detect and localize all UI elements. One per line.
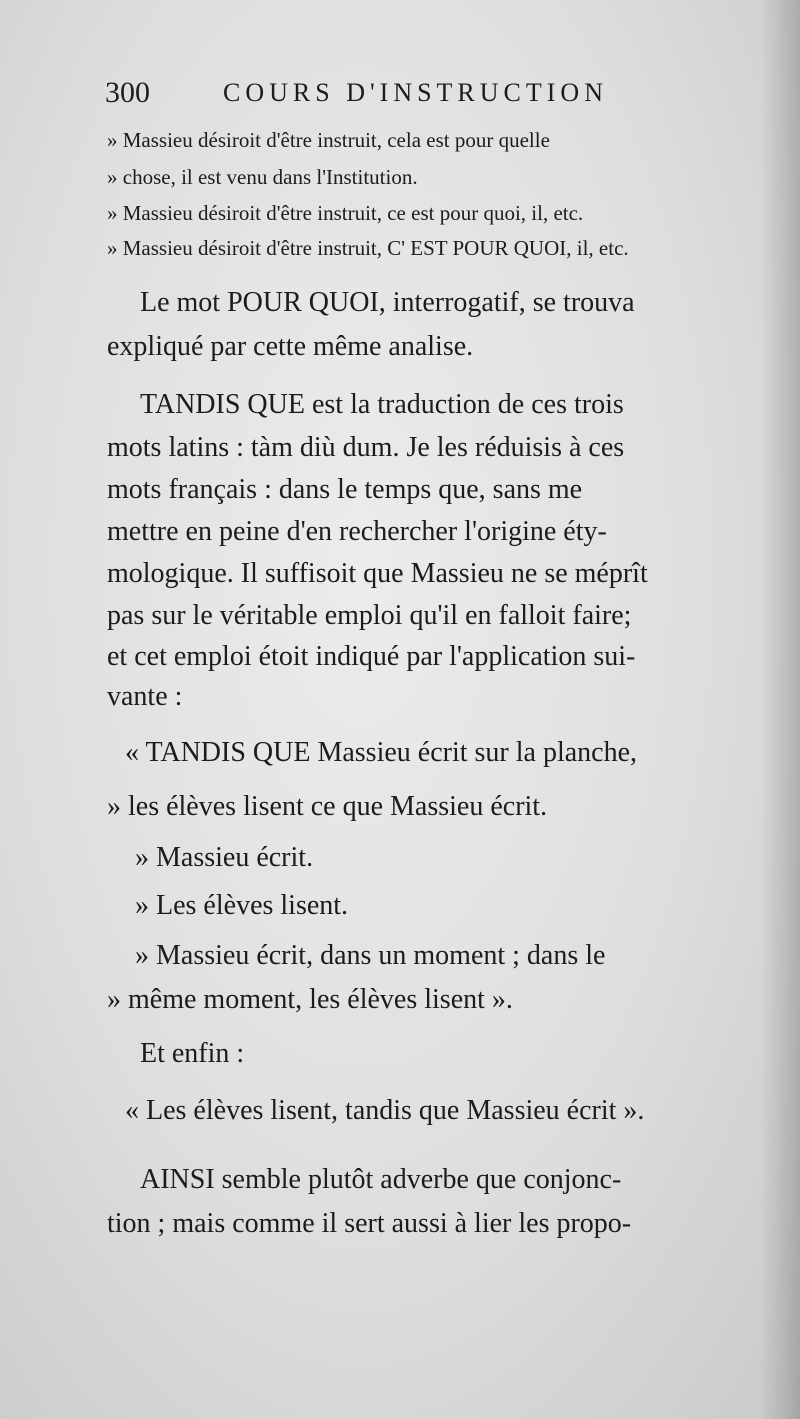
body-line: » les élèves lisent ce que Massieu écrit. bbox=[107, 791, 548, 822]
body-line: » Massieu écrit, dans un moment ; dans le bbox=[135, 940, 606, 971]
body-line: et cet emploi étoit indiqué par l'application sui- bbox=[107, 641, 636, 672]
running-title: COURS D'INSTRUCTION bbox=[223, 78, 608, 107]
body-line: mologique. Il suffisoit que Massieu ne se méprît bbox=[107, 558, 648, 589]
body-line: expliqué par cette même analise. bbox=[107, 331, 474, 362]
body-line: » même moment, les élèves lisent ». bbox=[107, 984, 513, 1015]
body-line: AINSI semble plutôt adverbe que conjonc- bbox=[140, 1164, 622, 1195]
body-line: mettre en peine d'en rechercher l'origine éty- bbox=[107, 516, 607, 547]
body-line: » Les élèves lisent. bbox=[135, 890, 349, 921]
body-line: TANDIS QUE est la traduction de ces trois bbox=[140, 389, 624, 420]
body-line: tion ; mais comme il sert aussi à lier les propo- bbox=[107, 1208, 632, 1239]
quote-line: » Massieu désiroit d'être instruit, C' EST POUR QUOI, il, etc. bbox=[107, 236, 629, 260]
body-line: « Les élèves lisent, tandis que Massieu écrit ». bbox=[125, 1095, 645, 1126]
body-line: mots français : dans le temps que, sans me bbox=[107, 474, 583, 505]
page-header bbox=[105, 76, 695, 116]
quote-line: » Massieu désiroit d'être instruit, cela est pour quelle bbox=[107, 128, 550, 152]
body-line: vante : bbox=[107, 681, 183, 712]
quote-line: » chose, il est venu dans l'Institution. bbox=[107, 165, 418, 189]
body-line: Le mot POUR QUOI, interrogatif, se trouva bbox=[140, 287, 635, 318]
body-line: » Massieu écrit. bbox=[135, 842, 314, 873]
body-line: mots latins : tàm diù dum. Je les réduisis à ces bbox=[107, 432, 625, 463]
body-line: « TANDIS QUE Massieu écrit sur la planche, bbox=[125, 737, 638, 768]
body-line: pas sur le véritable emploi qu'il en falloit faire; bbox=[107, 600, 632, 631]
page-number: 300 bbox=[105, 76, 150, 109]
quote-line: » Massieu désiroit d'être instruit, ce est pour quoi, il, etc. bbox=[107, 201, 584, 225]
body-line: Et enfin : bbox=[140, 1038, 245, 1069]
